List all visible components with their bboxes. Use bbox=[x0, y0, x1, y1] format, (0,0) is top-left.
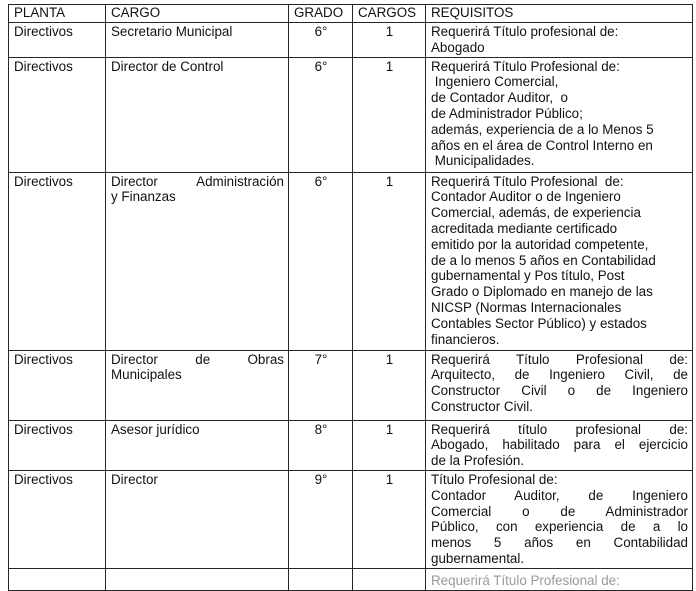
text-line: NICSP (Normas Internacionales bbox=[431, 299, 622, 315]
text-line: financieros. bbox=[431, 331, 500, 347]
cell-cargo bbox=[106, 568, 289, 590]
cell-cargo bbox=[106, 420, 289, 470]
cell-cargos: 1 bbox=[353, 23, 426, 58]
cell-cargos: 1 bbox=[353, 420, 426, 470]
cell-requisitos bbox=[426, 568, 693, 590]
text-line: años en el área de Control Interno en bbox=[431, 137, 653, 153]
column-header-cargo: CARGO bbox=[106, 5, 289, 23]
table-row bbox=[9, 172, 693, 350]
text-line: Municipalidades. bbox=[431, 153, 535, 169]
cell-grado: 6° bbox=[289, 23, 353, 58]
table-row bbox=[9, 470, 693, 568]
cell-grado bbox=[289, 568, 353, 590]
text-line: Comercial o de Administrador bbox=[431, 503, 688, 519]
cell-planta: Directivos bbox=[9, 172, 106, 350]
text-line: Requerirá Título Profesional de: bbox=[431, 572, 620, 588]
text-line: gubernamental. bbox=[431, 550, 525, 566]
cell-requisitos bbox=[426, 420, 693, 470]
cell-requisitos bbox=[426, 23, 693, 58]
cell-cargo bbox=[106, 350, 289, 420]
text-line: Abogado, habilitado para el ejercicio bbox=[431, 437, 688, 453]
cell-grado: 6° bbox=[289, 172, 353, 350]
text-line: Contador Auditor o de Ingeniero bbox=[431, 189, 621, 205]
text-line: Asesor jurídico bbox=[111, 421, 200, 437]
cell-grado: 9° bbox=[289, 470, 353, 568]
text-line: Requerirá Título profesional de: bbox=[431, 24, 619, 39]
text-line: Director de Obras bbox=[111, 351, 284, 367]
text-line: Constructor Civil o de Ingeniero bbox=[431, 383, 688, 399]
text-line: además, experiencia de a lo Menos 5 bbox=[431, 121, 654, 137]
cell-requisitos bbox=[426, 172, 693, 350]
column-header-planta: PLANTA bbox=[9, 5, 106, 23]
column-header-grado: GRADO bbox=[289, 5, 353, 23]
text-line: Director bbox=[111, 471, 158, 487]
text-line: Secretario Municipal bbox=[111, 24, 233, 39]
text-line: Municipales bbox=[111, 367, 182, 383]
cell-cargo bbox=[106, 470, 289, 568]
cell-planta bbox=[9, 568, 106, 590]
staffing-table bbox=[8, 4, 693, 591]
document-page bbox=[0, 4, 696, 588]
cell-requisitos bbox=[426, 350, 693, 420]
cell-planta: Directivos bbox=[9, 350, 106, 420]
text-line: Ingeniero Comercial, bbox=[431, 74, 559, 90]
table-row bbox=[9, 57, 693, 172]
table-row bbox=[9, 420, 693, 470]
column-header-cargos: CARGOS bbox=[353, 5, 426, 23]
cell-cargos: 1 bbox=[353, 470, 426, 568]
text-line: emitido por la autoridad competente, bbox=[431, 236, 649, 252]
text-line: de la Profesión. bbox=[431, 453, 525, 469]
text-line: Contador Auditor, de Ingeniero bbox=[431, 487, 688, 503]
text-line: Director de Control bbox=[111, 58, 224, 74]
text-line: Requerirá Título Profesional de: bbox=[431, 58, 620, 74]
text-line: acreditada mediante certificado bbox=[431, 220, 618, 236]
text-line: de a lo menos 5 años en Contabilidad bbox=[431, 252, 656, 268]
text-line: Grado o Diplomado en manejo de las bbox=[431, 284, 653, 300]
text-line: Título Profesional de: bbox=[431, 471, 558, 487]
cell-cargos: 1 bbox=[353, 172, 426, 350]
cell-cargos: 1 bbox=[353, 57, 426, 172]
table-row bbox=[9, 568, 693, 590]
text-line: Requerirá Título Profesional de: bbox=[431, 173, 624, 189]
cell-cargos: 1 bbox=[353, 350, 426, 420]
text-line: Constructor Civil. bbox=[431, 398, 533, 414]
header-row bbox=[9, 5, 693, 23]
table-row bbox=[9, 350, 693, 420]
cell-grado: 6° bbox=[289, 57, 353, 172]
text-line: de Contador Auditor, o bbox=[431, 90, 568, 106]
cell-planta: Directivos bbox=[9, 470, 106, 568]
table-row bbox=[9, 23, 693, 58]
cell-cargo bbox=[106, 23, 289, 58]
text-line: y Finanzas bbox=[111, 189, 176, 205]
cell-grado: 7° bbox=[289, 350, 353, 420]
text-line: menos 5 años en Contabilidad bbox=[431, 535, 688, 551]
cell-cargos bbox=[353, 568, 426, 590]
text-line: Comercial, además, de experiencia bbox=[431, 205, 641, 221]
cell-cargo bbox=[106, 172, 289, 350]
text-line: Abogado bbox=[431, 39, 485, 55]
text-line: Contables Sector Público) y estados bbox=[431, 315, 647, 331]
cell-requisitos bbox=[426, 470, 693, 568]
cell-planta: Directivos bbox=[9, 420, 106, 470]
column-header-requisitos: REQUISITOS bbox=[426, 5, 693, 23]
cell-planta: Directivos bbox=[9, 57, 106, 172]
text-line: Público, con experiencia de a lo bbox=[431, 519, 688, 535]
text-line: Arquitecto, de Ingeniero Civil, de bbox=[431, 367, 688, 383]
text-line: Requerirá Título Profesional de: bbox=[431, 351, 688, 367]
text-line: Director Administración bbox=[111, 173, 284, 189]
cell-planta: Directivos bbox=[9, 23, 106, 58]
cell-requisitos bbox=[426, 57, 693, 172]
cell-cargo bbox=[106, 57, 289, 172]
cell-grado: 8° bbox=[289, 420, 353, 470]
text-line: de Administrador Público; bbox=[431, 105, 583, 121]
text-line: gubernamental y Pos título, Post bbox=[431, 268, 625, 284]
text-line: Requerirá título profesional de: bbox=[431, 421, 688, 437]
